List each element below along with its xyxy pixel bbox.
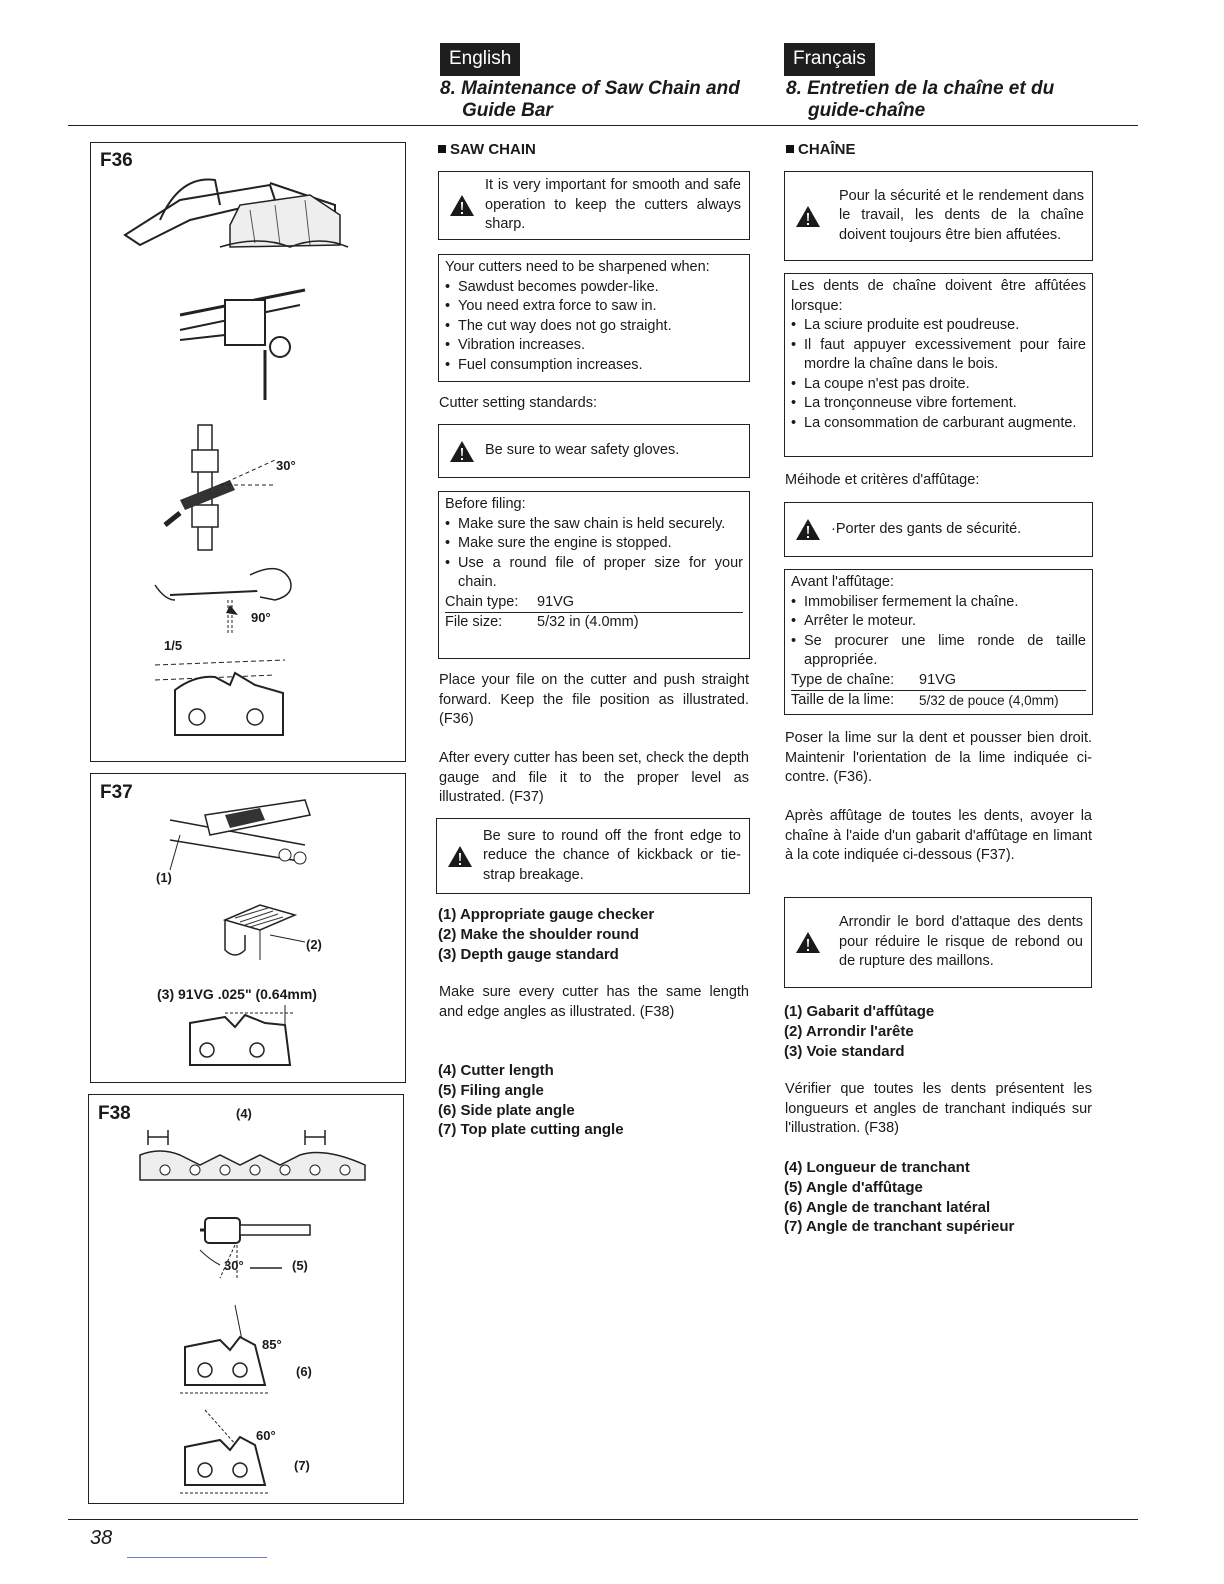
english-sharpen-intro: Your cutters need to be sharpened when: [445, 259, 710, 275]
footer-rule [68, 1519, 1138, 1520]
legend-item: (3) Voie standard [784, 1042, 905, 1060]
warning-triangle-icon [795, 931, 821, 954]
english-subheading [438, 141, 536, 158]
square-bullet-icon [438, 145, 446, 153]
english-section-title [440, 78, 740, 122]
french-chain-type-value: 91VG [919, 671, 957, 688]
f38-angle-60-label: 60° [256, 1428, 276, 1443]
f38-callout-7: (7) [294, 1458, 310, 1473]
legend-item: (5) Filing angle [438, 1081, 544, 1099]
french-legend-angles [784, 1158, 1014, 1237]
french-tab: Français [784, 43, 875, 76]
square-bullet-icon [786, 145, 794, 153]
list-item: • Immobiliser fermement la chaîne. [791, 593, 1086, 613]
list-item: • Vibration increases. [445, 336, 743, 356]
english-para-depth: After every cutter has been set, check the depth gauge and file it to the proper level as illustrated. (F37) [439, 750, 749, 805]
figure-f38-label: F38 [98, 1103, 131, 1124]
warning-triangle-icon [449, 440, 475, 463]
footer-link-underline [127, 1557, 267, 1558]
english-warning-gloves-text: Be sure to wear safety gloves. [485, 442, 680, 459]
legend-item: (2) Make the shoulder round [438, 925, 639, 943]
french-title-line2: guide-chaîne [808, 100, 926, 121]
french-subheading [786, 141, 856, 158]
english-file-size-row [445, 613, 743, 633]
english-sharpen-box [438, 254, 750, 382]
french-sharpen-box [784, 273, 1093, 457]
f38-angle-30-label: 30° [224, 1258, 244, 1273]
english-before-filing-intro: Before filing: [445, 496, 526, 512]
french-para-depth: Après affûtage de toutes les dents, avoyer la chaîne à l'aide d'un gabarit d'affûtage en limant à la cote indiquée ci-dessous (F37). [785, 808, 1092, 863]
legend-item: (6) Side plate angle [438, 1101, 575, 1119]
list-item: • The cut way does not go straight. [445, 317, 743, 337]
french-chain-type-row [791, 671, 1086, 692]
english-warning-sharp [438, 171, 750, 240]
english-para-file: Place your file on the cutter and push straight forward. Keep the file position as illustrated. (F36) [439, 672, 749, 727]
english-warning-round-text: Be sure to round off the front edge to reduce the chance of kickback or tie-strap breakage. [483, 827, 741, 883]
f36-fraction-label: 1/5 [164, 638, 183, 653]
list-item: • Make sure the saw chain is held securely. [445, 515, 743, 535]
french-para-file: Poser la lime sur la dent et pousser bien droit. Maintenir l'orientation de la lime indiquée ci-contre. (F36). [785, 730, 1092, 785]
legend-item: (1) Gabarit d'affûtage [784, 1003, 935, 1020]
legend-item: (6) Angle de tranchant latéral [784, 1198, 991, 1216]
legend-item: (7) Angle de tranchant supérieur [784, 1218, 1015, 1236]
list-item: • Use a round file of proper size for your chain. [445, 554, 743, 593]
warning-triangle-icon [447, 845, 473, 868]
f38-angle-85-label: 85° [262, 1337, 282, 1352]
french-warning-round-text: Arrondir le bord d'attaque des dents pour réduire le risque de rebond ou de rupture des maillons. [839, 914, 1083, 970]
french-subheading-text: CHAÎNE [798, 141, 856, 158]
english-setting-standards: Cutter setting standards: [439, 395, 597, 411]
legend-item: (7) Top plate cutting angle [438, 1121, 624, 1139]
list-item: • You need extra force to saw in. [445, 297, 743, 317]
french-chain-type-label: Type de chaîne: [791, 671, 895, 688]
f36-angle-30-label: 30° [276, 458, 296, 473]
f37-callout-2: (2) [306, 937, 322, 952]
english-chain-type-row [445, 593, 743, 614]
f38-cutter-length-illustration [140, 1125, 370, 1185]
f38-callout-4: (4) [236, 1106, 252, 1121]
french-file-size-label: Taille de la lime: [791, 692, 895, 708]
legend-item: (1) Appropriate gauge checker [438, 906, 655, 923]
legend-item: (3) Depth gauge standard [438, 945, 619, 963]
list-item: • Il faut appuyer excessivement pour faire mordre la chaîne dans le bois. [791, 336, 1086, 375]
english-warning-round [436, 818, 750, 894]
list-item: • La sciure produite est poudreuse. [791, 316, 1086, 336]
f37-depth-gauge-illustration [185, 1005, 295, 1070]
f37-callout-1: (1) [156, 870, 172, 885]
english-para-same: Make sure every cutter has the same length and edge angles as illustrated. (F38) [439, 984, 749, 1020]
f37-gauge-checker-illustration [165, 790, 315, 870]
french-setting-standards: Méihode et critères d'affûtage: [785, 472, 980, 488]
f36-angle-90-label: 90° [251, 610, 271, 625]
warning-triangle-icon [795, 205, 821, 228]
english-title-line2: Guide Bar [462, 100, 553, 121]
f38-top-plate-angle-illustration [175, 1405, 275, 1495]
list-item: • La coupe n'est pas droite. [791, 375, 1086, 395]
f38-callout-6: (6) [296, 1364, 312, 1379]
english-warning-gloves [438, 424, 750, 478]
french-warning-sharp [784, 171, 1093, 261]
english-subheading-text: SAW CHAIN [450, 141, 536, 158]
english-chain-type-label: Chain type: [445, 593, 519, 610]
french-warning-sharp-text: Pour la sécurité et le rendement dans le travail, les dents de la chaîne doivent toujours être bien affutées. [839, 187, 1084, 243]
french-legend-gauge [784, 1002, 934, 1061]
header-rule [68, 125, 1138, 126]
f37-callout-3: (3) 91VG .025" (0.64mm) [157, 986, 317, 1002]
list-item: • Fuel consumption increases. [445, 356, 743, 376]
english-legend-angles [438, 1061, 624, 1140]
legend-item: (4) Cutter length [438, 1062, 554, 1079]
legend-item: (2) Arrondir l'arête [784, 1022, 914, 1040]
list-item: • La consommation de carburant augmente. [791, 414, 1086, 434]
page-number: 38 [90, 1527, 113, 1549]
f36-filing-angle-30-illustration [160, 425, 280, 555]
f37-shoulder-round-illustration [200, 900, 310, 965]
f38-angle-5-pointer [250, 1265, 285, 1271]
french-sharpen-intro: Les dents de chaîne doivent être affûtées lorsque: [791, 278, 1086, 314]
f36-chainsaw-illustration [120, 165, 350, 260]
english-legend-gauge [438, 905, 654, 964]
french-title-line1: 8. Entretien de la chaîne et du [786, 78, 1055, 99]
english-chain-type-value: 91VG [537, 593, 575, 610]
list-item: • Se procurer une lime ronde de taille appropriée. [791, 632, 1086, 671]
list-item: • La tronçonneuse vibre fortement. [791, 394, 1086, 414]
list-item: • Arrêter le moteur. [791, 612, 1086, 632]
f36-file-holder-illustration [175, 275, 315, 405]
english-title-line1: 8. Maintenance of Saw Chain and [440, 78, 740, 99]
list-item: • Sawdust becomes powder-like. [445, 278, 743, 298]
french-before-filing-intro: Avant l'affûtage: [791, 574, 895, 590]
french-before-filing-box [784, 569, 1093, 715]
figure-f37-label: F37 [100, 782, 133, 803]
french-warning-gloves-text: ·Porter des gants de sécurité. [831, 520, 1022, 537]
f38-side-plate-angle-illustration [175, 1305, 275, 1395]
f38-callout-5: (5) [292, 1258, 308, 1273]
f36-cutter-profile-illustration [155, 655, 290, 740]
french-para-same: Vérifier que toutes les dents présentent les longueurs et angles de tranchant indiqués sur l'illustration. (F38) [785, 1081, 1092, 1136]
french-file-size-row [791, 691, 1086, 711]
english-warning-sharp-text: It is very important for smooth and safe operation to keep the cutters always sharp. [485, 177, 741, 233]
french-warning-round [784, 897, 1092, 988]
english-tab: English [440, 43, 520, 76]
french-section-title [786, 78, 1054, 122]
english-file-size-label: File size: [445, 614, 503, 630]
list-item: • Make sure the engine is stopped. [445, 534, 743, 554]
french-file-size-value: 5/32 de pouce (4,0mm) [919, 693, 1059, 708]
legend-item: (4) Longueur de tranchant [784, 1159, 970, 1176]
french-warning-gloves [784, 502, 1093, 557]
english-before-filing-box [438, 491, 750, 659]
f36-filing-angle-90-illustration [150, 555, 300, 635]
warning-triangle-icon [795, 518, 821, 541]
legend-item: (5) Angle d'affûtage [784, 1178, 923, 1196]
warning-triangle-icon [449, 194, 475, 217]
english-file-size-value: 5/32 in (4.0mm) [537, 614, 639, 630]
figure-f36-label: F36 [100, 150, 133, 171]
